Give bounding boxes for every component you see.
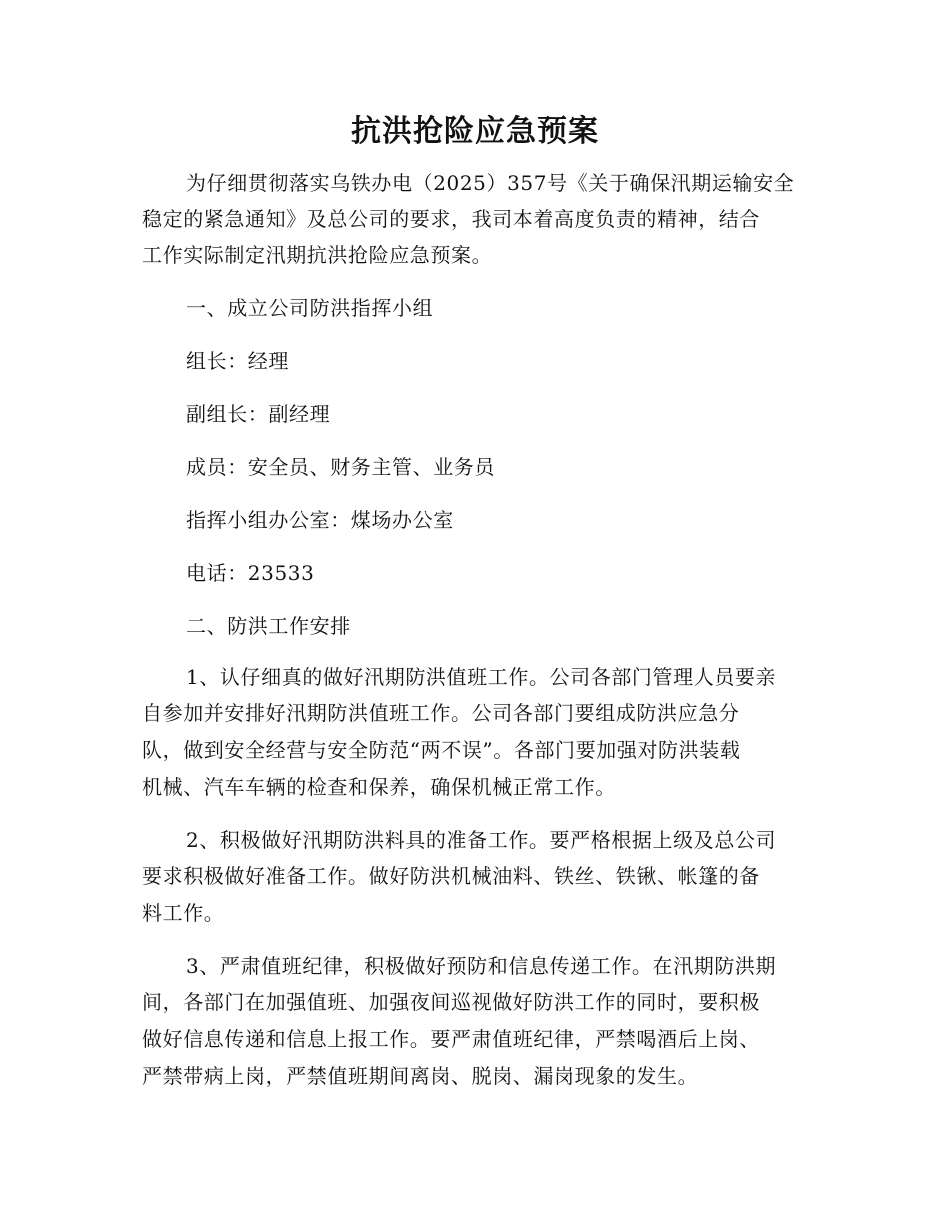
item2-line-1: 2、积极做好汛期防洪料具的准备工作。要严格根据上级及总公司 (186, 828, 777, 852)
item2-line-3: 料工作。 (142, 901, 225, 925)
office-line: 指挥小组办公室：煤场办公室 (186, 508, 454, 532)
intro-line-2: 稳定的紧急通知》及总公司的要求，我司本着高度负责的精神，结合 (142, 207, 760, 231)
item3-line-4: 严禁带病上岗，严禁值班期间离岗、脱岗、漏岗现象的发生。 (142, 1064, 699, 1088)
item3-line-3: 做好信息传递和信息上报工作。要严肃值班纪律，严禁喝酒后上岗、 (142, 1027, 760, 1051)
section2-heading: 二、防洪工作安排 (186, 614, 351, 638)
item2-line-2: 要求积极做好准备工作。做好防洪机械油料、铁丝、铁锹、帐篷的备 (142, 864, 760, 888)
document-title: 抗洪抢险应急预案 (351, 114, 599, 149)
item1-line-3: 队，做到安全经营与安全防范“两不误”。各部门要加强对防洪装载 (142, 738, 741, 762)
item3-line-2: 间，各部门在加强值班、加强夜间巡视做好防洪工作的同时，要积极 (142, 990, 760, 1014)
leader-line: 组长：经理 (186, 349, 289, 373)
item1-line-1: 1、认仔细真的做好汛期防洪值班工作。公司各部门管理人员要亲 (186, 665, 777, 689)
section1-heading: 一、成立公司防洪指挥小组 (186, 296, 434, 320)
item1-line-4: 机械、汽车车辆的检查和保养，确保机械正常工作。 (142, 775, 616, 799)
deputy-line: 副组长：副经理 (186, 402, 331, 426)
item1-line-2: 自参加并安排好汛期防洪值班工作。公司各部门要组成防洪应急分 (142, 701, 740, 725)
phone-line: 电话：23533 (186, 561, 315, 585)
members-line: 成员：安全员、财务主管、业务员 (186, 455, 495, 479)
intro-line-3: 工作实际制定汛期抗洪抢险应急预案。 (142, 243, 493, 267)
item3-line-1: 3、严肃值班纪律，积极做好预防和信息传递工作。在汛期防洪期 (186, 954, 777, 978)
intro-line-1: 为仔细贯彻落实乌铁办电（2025）357号《关于确保汛期运输安全 (186, 171, 795, 195)
